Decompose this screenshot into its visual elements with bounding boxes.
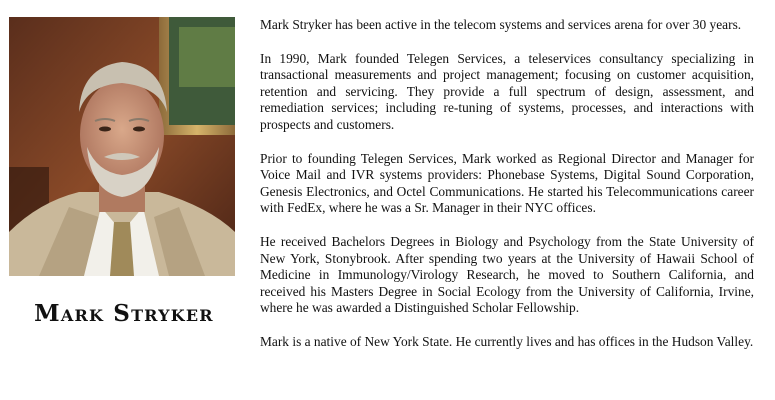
person-name: Mark Stryker	[34, 300, 214, 327]
bio-text	[260, 17, 754, 368]
bio-paragraph: Mark is a native of New York State. He currently lives and has offices in the Hudson Valley.	[260, 333, 754, 349]
bio-paragraph: He received Bachelors Degrees in Biology and Psychology from the State University of New York, Stonybrook. After spending two years at the University of Hawaii School of Medicine in Immunology/Virology Research, he moved to Southern California, and received his Masters Degree in Social Ecology from the University of California, Irvine, where he was awarded a Distinguished Scholar Fellowship.	[260, 233, 754, 316]
bio-paragraph: Mark Stryker has been active in the telecom systems and services arena for over 30 years.	[260, 17, 742, 32]
profile-photo	[9, 17, 235, 276]
bio-paragraph: In 1990, Mark founded Telegen Services, a teleservices consultancy specializing in transactional measurements and project management; focusing on customer acquisition, retention and servicing. They provide a full spectrum of design, assessment, and remediation services; including re-tuning of systems, processes, and interactions with prospects and customers.	[260, 50, 754, 132]
bio-paragraph: Prior to founding Telegen Services, Mark worked as Regional Director and Manager for Voice Mail and IVR systems providers: Phonebase Systems, Digital Sound Corporation, Genesis Electronics, and Octel Communications. He started his Telecommunications career with FedEx, where he was a Sr. Manager in their NYC offices.	[260, 150, 754, 216]
